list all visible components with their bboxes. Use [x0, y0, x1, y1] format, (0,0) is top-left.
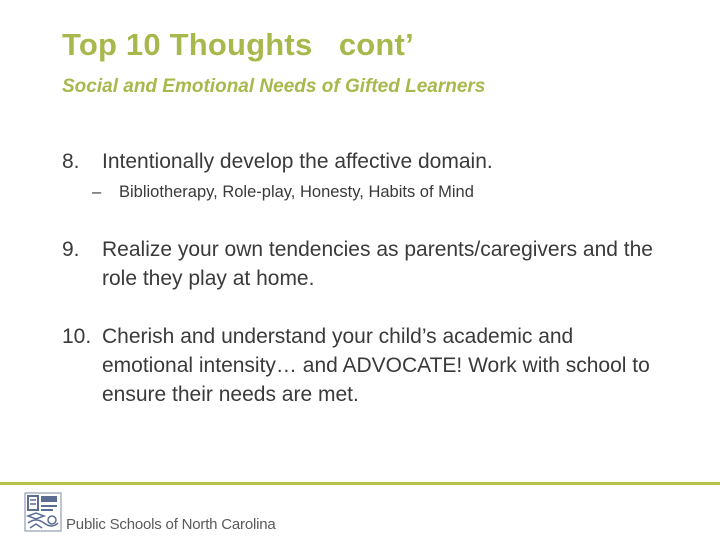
list-item-10: [62, 322, 662, 409]
list-item-9: [62, 235, 662, 293]
list-item-number: 8.: [62, 150, 80, 173]
slide-title: Top 10 Thoughts cont’: [62, 27, 414, 62]
sub-list-item: [92, 183, 474, 202]
list-item-text: Cherish and understand your child’s academic and emotional intensity… and ADVOCATE! Work with school to ensure their needs are met.: [102, 325, 650, 406]
list-item-8: [62, 147, 662, 176]
slide-subtitle: Social and Emotional Needs of Gifted Learners: [62, 76, 486, 97]
sub-list-item-text: Bibliotherapy, Role-play, Honesty, Habits of Mind: [119, 183, 474, 201]
footer-organization-name: Public Schools of North Carolina: [66, 516, 276, 533]
sub-list-bullet: –: [92, 183, 102, 201]
list-item-text: Realize your own tendencies as parents/caregivers and the role they play at home.: [102, 238, 653, 290]
list-item-number: 9.: [62, 238, 80, 261]
footer-divider: [0, 482, 720, 485]
dpi-building-logo-icon: [24, 492, 62, 532]
list-item-number: 10.: [62, 325, 92, 348]
list-item-text: Intentionally develop the affective domain.: [102, 150, 493, 173]
